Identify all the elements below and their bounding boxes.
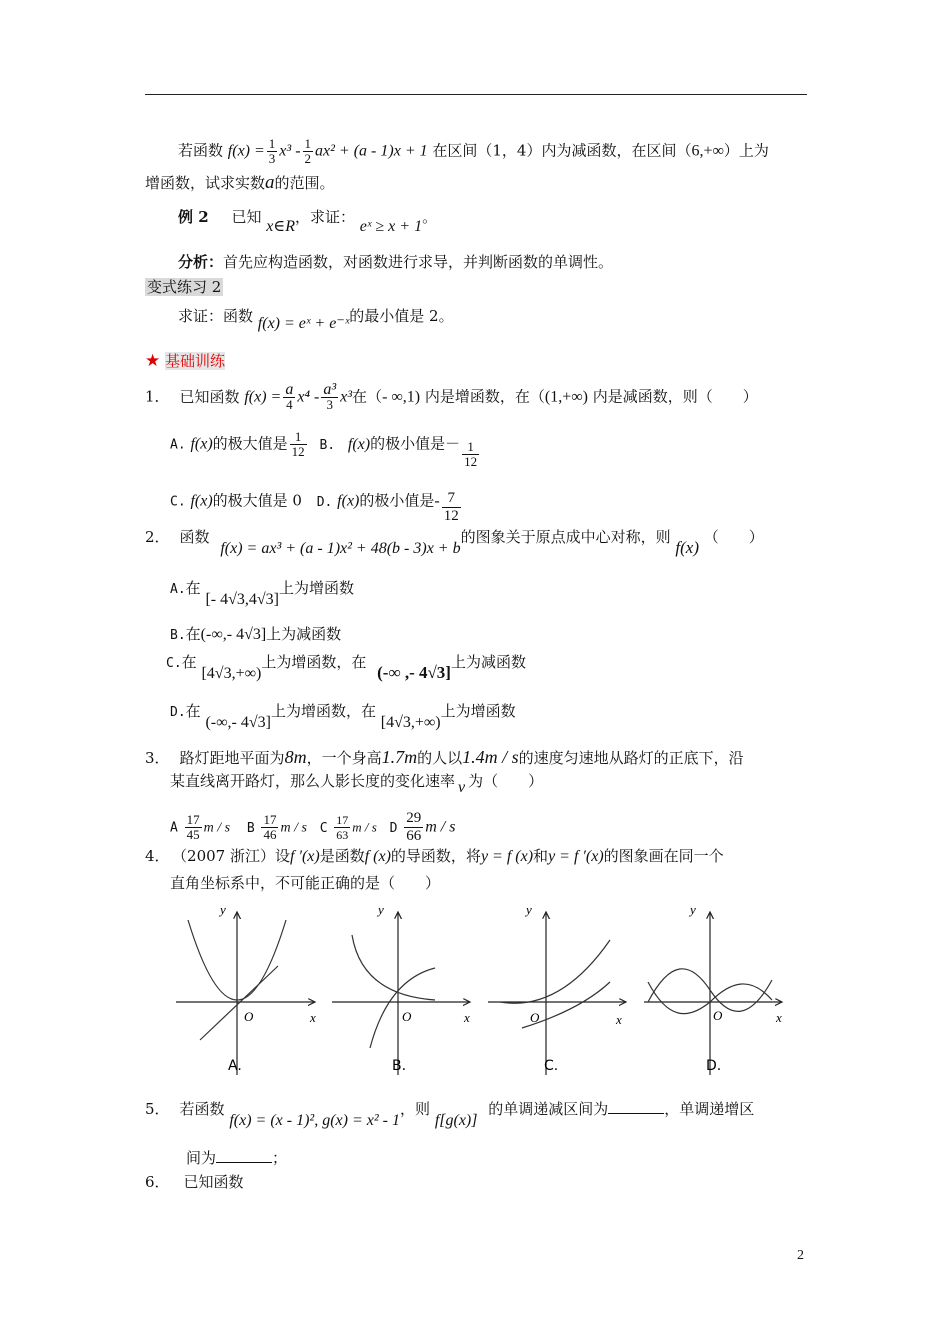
question-3-line-2: 某直线离开路灯，那么人影长度的变化速率 v 为（ ） xyxy=(170,772,544,796)
question-4-line-1: 4． （2007 浙江）设f ′(x)是函数f (x)的导函数，将y = f (x)和y = f ′(x)的图象画在同一个 xyxy=(145,847,724,865)
question-2: 2． 函数 f(x) = ax³ + (a - 1)x² + 48(b - 3)x + b的图象关于原点成中心对称，则 f(x) （ ） xyxy=(145,528,764,557)
y-label: y xyxy=(378,902,384,917)
question-3-options: A $\frac{17}{45}$ m / s B $\frac{17}{46}$ m / s C $\frac{17}{63}$ m / s D $\frac{29}{66}$ m / s xyxy=(170,810,456,844)
text: 在区间（1，4）内为减函数，在区间（ xyxy=(432,141,692,160)
graph-a xyxy=(176,902,316,1075)
line xyxy=(200,966,278,1040)
question-1-options-cd: C. f(x)的极大值是 0 D. f(x)的极小值是- $\frac{7}{12}$ xyxy=(170,490,459,524)
x-label: x xyxy=(616,1012,622,1027)
graph-b xyxy=(332,902,470,1075)
math: ax² + (a - 1)x + 1 xyxy=(315,142,428,160)
curve xyxy=(352,935,435,1000)
graph-label: B. xyxy=(392,1058,407,1074)
answer-blank[interactable] xyxy=(216,1148,272,1163)
curve xyxy=(370,968,435,1048)
math: 6,+∞ xyxy=(691,142,724,160)
graph-d xyxy=(644,902,782,1075)
y-label: y xyxy=(526,902,532,917)
math: f(x) = xyxy=(227,142,265,160)
intro-line-1 xyxy=(178,137,769,166)
origin-label: O xyxy=(244,1009,254,1024)
intro-line-2: 增函数，试求实数a的范围。 xyxy=(145,172,335,193)
question-1-options-ab: A. f(x)的极大值是 $\frac{1}{12}$ B. f(x)的极小值是－ $\frac{1}{12}$ xyxy=(170,429,478,469)
question-5-line-2: 间为 ； xyxy=(186,1149,288,1167)
question-2-option-c: C.在 [4√3,+∞)上为增函数，在 (-∞ ,- 4√3]上为减函数 xyxy=(166,653,526,682)
text: ）上为 xyxy=(723,141,769,160)
example-2: 例 2 已知 x∈R，求证： eˣ ≥ x + 1。 xyxy=(178,208,438,235)
question-2-option-d: D.在 (-∞,- 4√3]上为增函数，在 [4√3,+∞)上为增函数 xyxy=(170,702,516,731)
graph-label: D. xyxy=(706,1058,722,1074)
fraction: $\frac{1}{3}$ xyxy=(268,136,276,166)
graph-label: C. xyxy=(544,1058,559,1074)
example-label: 例 2 xyxy=(178,208,209,226)
page-number: 2 xyxy=(797,1248,804,1263)
variant-label: 变式练习 2 xyxy=(147,278,222,296)
section-title: 基础训练 xyxy=(165,352,226,370)
question-2-option-a: A.在 [- 4√3,4√3]上为增函数 xyxy=(170,579,355,608)
variant-text: 求证：函数 f(x) = eˣ + e⁻ˣ的最小值是 2。 xyxy=(178,307,454,332)
origin-label: O xyxy=(713,1008,723,1023)
question-6: 6． 已知函数 xyxy=(145,1173,244,1191)
y-label: y xyxy=(220,902,226,917)
x-label: x xyxy=(776,1010,782,1025)
origin-label: O xyxy=(530,1010,540,1025)
analysis: 分析：首先应构造函数，对函数进行求导，并判断函数的单调性。 xyxy=(178,253,614,271)
answer-blank[interactable] xyxy=(608,1099,664,1114)
math: x³ - xyxy=(279,142,301,160)
fraction: $\frac{1}{2}$ xyxy=(304,136,312,166)
question-4-line-2: 直角坐标系中，不可能正确的是（ ） xyxy=(170,874,441,892)
section-header xyxy=(145,350,225,372)
header-rule xyxy=(145,94,807,95)
y-label: y xyxy=(690,902,696,917)
curve xyxy=(500,940,610,1003)
graph-figure xyxy=(170,900,800,1085)
text: 若函数 xyxy=(178,141,224,160)
question-5-line-1: 5． 若函数 f(x) = (x - 1)², g(x) = x² - 1，则 f[g(x)] 的单调递减区间为 ，单调递增区 xyxy=(145,1100,755,1129)
graph-c xyxy=(488,902,626,1075)
origin-label: O xyxy=(402,1009,412,1024)
question-2-option-b: B.在(-∞,- 4√3]上为减函数 xyxy=(170,625,342,643)
graph-label: A. xyxy=(228,1058,242,1074)
question-1: 1． 已知函数 f(x) = $\frac{a}{4}$ x⁴ - $\frac{\text{a³}}{3}$ x³在（- ∞,1) 内是增函数，在（(1,+∞) 内是减函数，则（ ） xyxy=(145,381,758,412)
x-label: x xyxy=(310,1010,316,1025)
star-icon: ★ xyxy=(145,351,161,371)
variant-label-line xyxy=(145,276,223,298)
x-label: x xyxy=(464,1010,470,1025)
question-3-line-1: 3． 路灯距地平面为8m，一个身高1.7m的人以1.4m / s的速度匀速地从路灯的正底下，沿 xyxy=(145,747,744,767)
